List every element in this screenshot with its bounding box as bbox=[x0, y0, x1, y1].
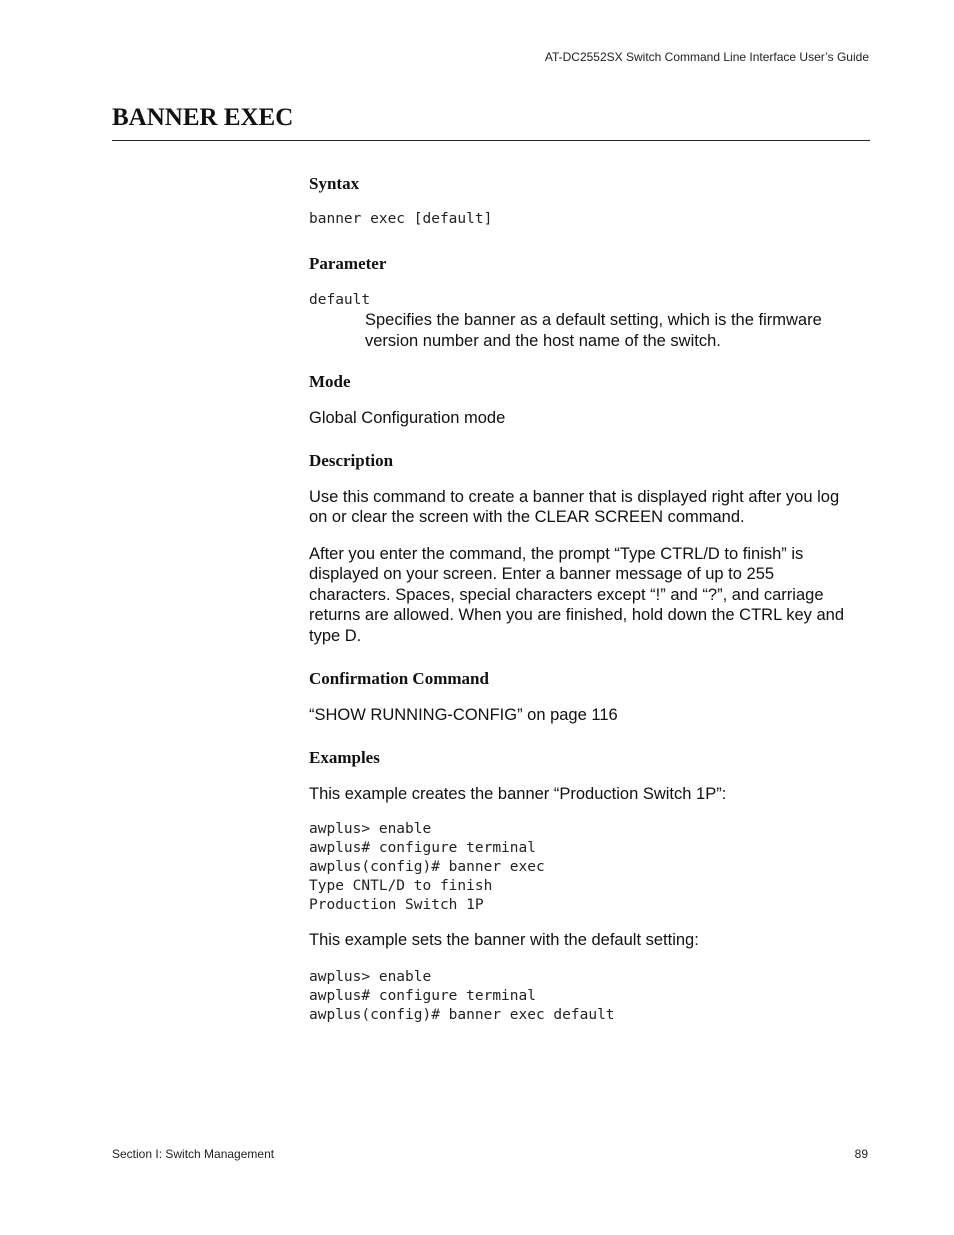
footer-section-label: Section I: Switch Management bbox=[112, 1147, 275, 1161]
code-line: Type CNTL/D to finish bbox=[309, 878, 493, 894]
parameter-description-line2: version number and the host name of the switch. bbox=[365, 331, 721, 350]
description-p2-line5: type D. bbox=[309, 626, 362, 645]
description-p1-line1: Use this command to create a banner that is displayed right after you log bbox=[309, 487, 840, 506]
description-heading: Description bbox=[309, 450, 394, 470]
description-p2-line2: displayed on your screen. Enter a banner message of up to 255 bbox=[309, 565, 775, 583]
description-p2-line4: returns are allowed. When you are finished, hold down the CTRL key and bbox=[309, 606, 845, 624]
code-line: awplus> enable bbox=[309, 968, 432, 985]
description-p2-line1: After you enter the command, the prompt “Type CTRL/D to finish” is bbox=[309, 544, 804, 563]
mode-text: Global Configuration mode bbox=[309, 409, 506, 427]
example-2-intro: This example sets the banner with the default setting: bbox=[309, 931, 699, 949]
confirmation-link[interactable]: “SHOW RUNNING-CONFIG” on page 116 bbox=[309, 706, 618, 724]
title-divider bbox=[112, 140, 870, 141]
example-1-intro: This example creates the banner “Production Switch 1P”: bbox=[309, 784, 727, 803]
parameter-name: default bbox=[309, 292, 371, 308]
mode-heading: Mode bbox=[309, 372, 351, 391]
code-line: awplus(config)# banner exec bbox=[309, 859, 545, 875]
code-line: awplus> enable bbox=[309, 821, 432, 837]
confirmation-heading: Confirmation Command bbox=[309, 669, 489, 688]
code-line: Production Switch 1P bbox=[309, 897, 484, 913]
syntax-code: banner exec [default] bbox=[309, 211, 493, 227]
description-p2-line3: characters. Spaces, special characters except “!” and “?”, and carriage bbox=[309, 585, 824, 604]
example-2-code-block bbox=[309, 968, 869, 1025]
code-line: awplus# configure terminal bbox=[309, 840, 536, 856]
code-line: awplus# configure terminal bbox=[309, 987, 536, 1004]
code-line: awplus(config)# banner exec default bbox=[309, 1006, 615, 1023]
footer-page-number: 89 bbox=[854, 1147, 868, 1161]
parameter-heading: Parameter bbox=[309, 254, 387, 273]
parameter-description-line1: Specifies the banner as a default setting, which is the firmware bbox=[365, 311, 822, 329]
description-paragraph-2 bbox=[309, 544, 869, 647]
page-title: BANNER EXEC bbox=[112, 104, 294, 131]
example-1-code-block bbox=[309, 820, 869, 915]
syntax-heading: Syntax bbox=[309, 174, 360, 193]
content-column bbox=[309, 172, 869, 1025]
examples-heading: Examples bbox=[309, 747, 380, 767]
description-p1-line2: on or clear the screen with the CLEAR SCREEN command. bbox=[309, 508, 745, 526]
running-header: AT-DC2552SX Switch Command Line Interface User’s Guide bbox=[544, 50, 869, 64]
description-paragraph-1 bbox=[309, 487, 869, 528]
